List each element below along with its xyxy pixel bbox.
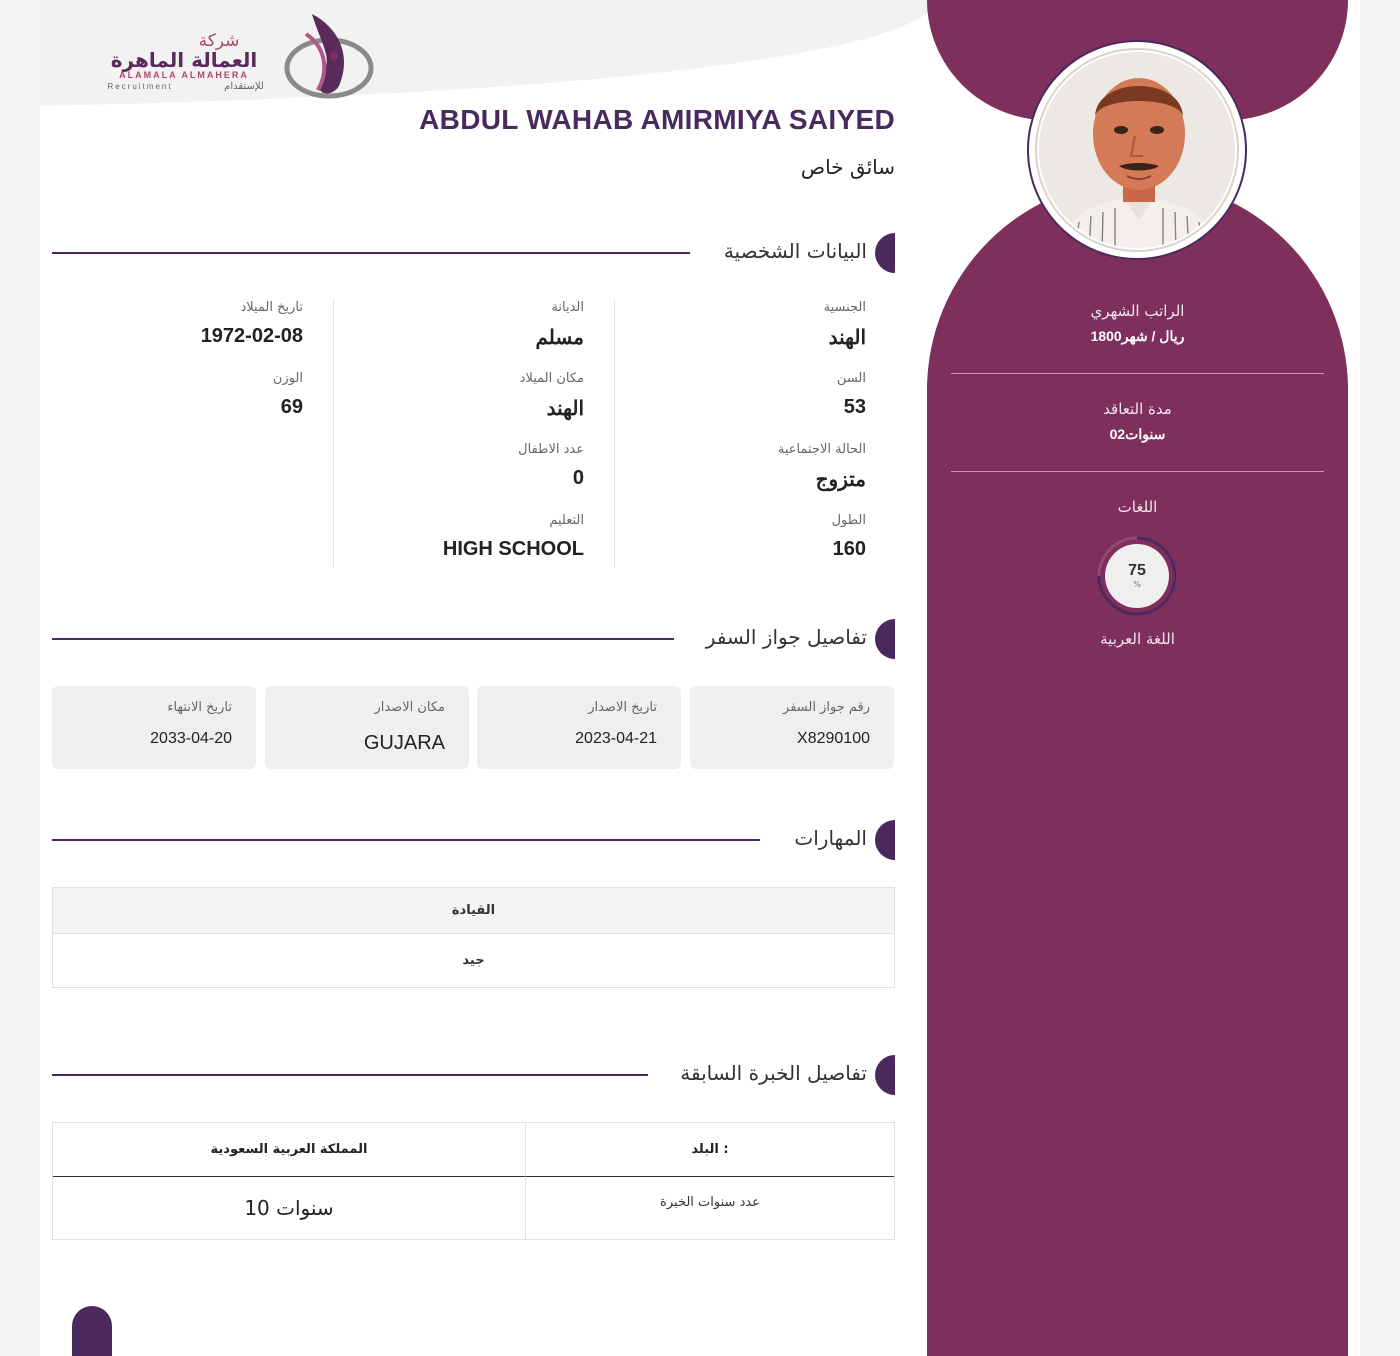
footer-marker bbox=[72, 1306, 112, 1356]
svg-text:العمالة الماهرة: العمالة الماهرة bbox=[110, 48, 258, 72]
svg-text:للإستقدام: للإستقدام bbox=[224, 81, 264, 92]
cv-page bbox=[40, 0, 1360, 1356]
contract-label: مدة التعاقد bbox=[1103, 400, 1172, 418]
photo-frame bbox=[1027, 40, 1247, 260]
sidebar bbox=[927, 0, 1348, 1356]
language-percent: 75 bbox=[1128, 562, 1146, 579]
skills-value: جيد bbox=[462, 953, 485, 968]
field-education: التعليم HIGH SCHOOL bbox=[442, 513, 584, 560]
experience-years: 10 سنوات bbox=[53, 1177, 526, 1240]
experience-table bbox=[52, 1122, 895, 1240]
section-skills bbox=[52, 820, 895, 860]
section-marker bbox=[875, 619, 895, 659]
section-divider bbox=[52, 1074, 648, 1076]
section-personal bbox=[52, 233, 895, 273]
experience-country: المملكة العربية السعودية bbox=[53, 1123, 526, 1177]
section-title: تفاصيل الخبرة السابقة bbox=[680, 1061, 867, 1085]
field-date-of-birth: تاريخ الميلاد 1972-02-08 bbox=[200, 300, 303, 347]
salary-block bbox=[951, 302, 1324, 345]
language-name-block bbox=[951, 630, 1324, 648]
field-nationality: الجنسية الهند bbox=[823, 300, 866, 349]
svg-text:Recruitment: Recruitment bbox=[107, 82, 173, 91]
passport-expiry-card: تاريخ الانتهاء 2033-04-20 bbox=[52, 686, 256, 769]
language-name: اللغة العربية bbox=[1100, 630, 1175, 648]
field-height: الطول 160 bbox=[831, 513, 866, 560]
personal-column-2 bbox=[334, 300, 615, 568]
skills-table bbox=[52, 887, 895, 988]
svg-text:شركة: شركة bbox=[198, 31, 240, 51]
section-marker bbox=[875, 820, 895, 860]
section-experience bbox=[52, 1055, 895, 1095]
section-divider bbox=[52, 839, 760, 841]
worker-photo bbox=[1037, 50, 1237, 250]
skills-header: القيادة bbox=[53, 888, 894, 934]
section-title: تفاصيل جواز السفر bbox=[705, 625, 867, 649]
sidebar-divider bbox=[951, 471, 1324, 472]
sidebar-body bbox=[927, 180, 1348, 1356]
field-children: عدد الاطفال 0 bbox=[518, 442, 584, 489]
passport-issue-place-card: مكان الاصدار GUJARA bbox=[265, 686, 469, 769]
languages-block bbox=[951, 498, 1324, 516]
svg-text:ALAMALA ALMAHERA: ALAMALA ALMAHERA bbox=[119, 70, 249, 80]
language-percent-sign: % bbox=[1133, 580, 1141, 589]
section-passport bbox=[52, 619, 895, 659]
section-title: المهارات bbox=[794, 826, 867, 850]
field-religion: الديانة مسلم bbox=[535, 300, 584, 349]
section-marker bbox=[875, 233, 895, 273]
language-progress-ring bbox=[1097, 536, 1177, 616]
passport-issue-date-card: تاريخ الاصدار 2023-04-21 bbox=[477, 686, 681, 769]
section-title: البيانات الشخصية bbox=[723, 239, 867, 263]
worker-name: ABDUL WAHAB AMIRMIYA SAIYED bbox=[419, 104, 895, 135]
languages-label: اللغات bbox=[1117, 498, 1158, 516]
section-divider bbox=[52, 638, 674, 640]
personal-column-1 bbox=[615, 300, 896, 568]
salary-value: 1800ريال / شهر bbox=[1090, 328, 1185, 344]
sidebar-divider bbox=[951, 373, 1324, 374]
field-weight: الوزن 69 bbox=[272, 371, 303, 418]
experience-years-label: عدد سنوات الخبرة bbox=[660, 1195, 760, 1210]
section-marker bbox=[875, 1055, 895, 1095]
section-divider bbox=[52, 252, 690, 254]
contract-value: 02سنوات bbox=[1109, 426, 1166, 442]
contract-block bbox=[951, 400, 1324, 443]
salary-label: الراتب الشهري bbox=[1090, 302, 1185, 320]
job-title: سائق خاص bbox=[800, 155, 895, 179]
field-birthplace: مكان الميلاد الهند bbox=[519, 371, 584, 420]
field-age: السن 53 bbox=[836, 371, 866, 418]
field-marital-status: الحالة الاجتماعية متزوج bbox=[777, 442, 866, 491]
company-logo bbox=[94, 6, 384, 100]
personal-column-3 bbox=[53, 300, 334, 568]
experience-country-label: البلد : bbox=[526, 1123, 894, 1177]
passport-number-card: رقم جواز السفر X8290100 bbox=[690, 686, 894, 769]
